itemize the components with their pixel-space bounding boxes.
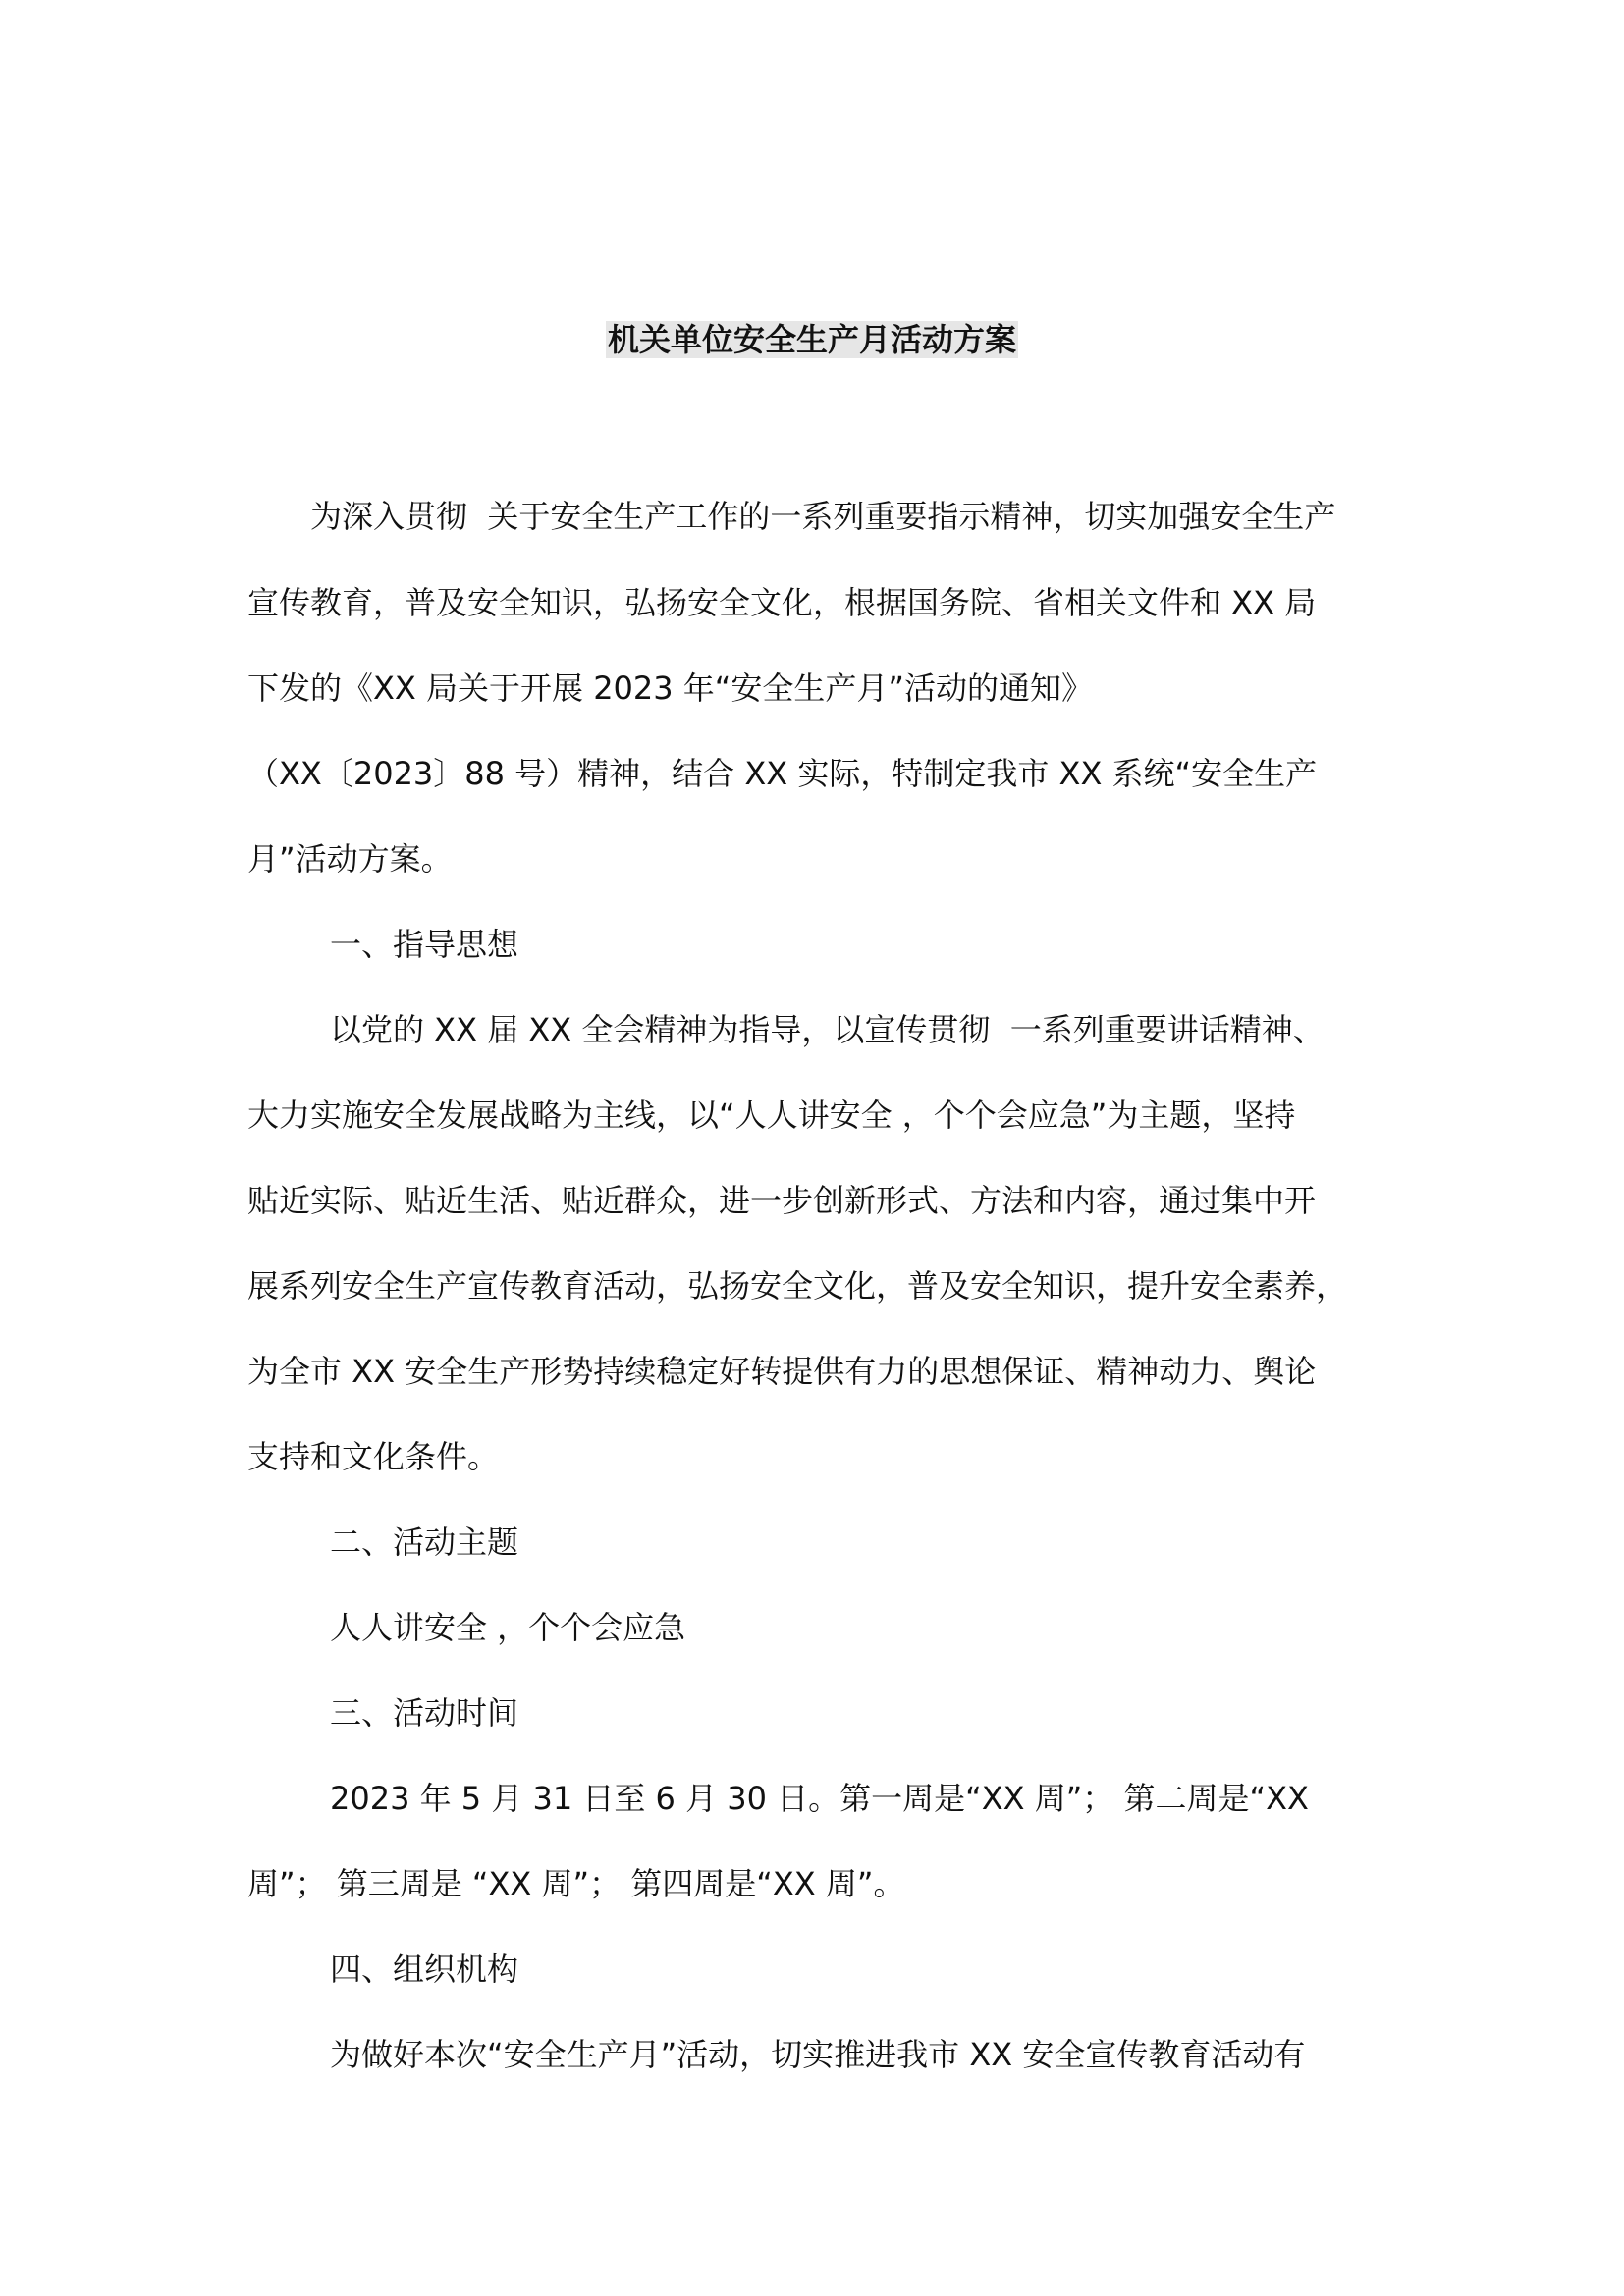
- document-title-text: 机关单位安全生产月活动方案: [607, 321, 1016, 358]
- paragraph-line: 月”活动方案。: [247, 840, 453, 878]
- paragraph-line: 贴近实际、贴近生活、贴近群众，进一步创新形式、方法和内容，通过集中开: [247, 1182, 1317, 1219]
- paragraph-line: 2023 年 5 月 31 日至 6 月 30 日。第一周是“XX 周”； 第二周是“XX: [330, 1780, 1309, 1817]
- paragraph-line: 下发的《XX 局关于开展 2023 年“安全生产月”活动的通知》: [247, 669, 1093, 707]
- paragraph-line: 展系列安全生产宣传教育活动，弘扬安全文化，普及安全知识，提升安全素养，: [247, 1267, 1348, 1305]
- paragraph-line: 大力实施安全发展战略为主线，以“人人讲安全 ，个个会应急”为主题，坚持: [247, 1096, 1296, 1134]
- paragraph-line: （XX〔2023〕88 号）精神，结合 XX 实际，特制定我市 XX 系统“安全生产: [247, 755, 1318, 792]
- section-heading: 三、活动时间: [330, 1694, 519, 1732]
- paragraph-line: 人人讲安全 ，个个会应急: [330, 1609, 686, 1646]
- paragraph-line: 支持和文化条件。: [247, 1438, 500, 1475]
- section-heading: 二、活动主题: [330, 1523, 519, 1561]
- section-heading: 四、组织机构: [330, 1950, 519, 1988]
- document-title: [0, 316, 1624, 363]
- paragraph-line: 为做好本次“安全生产月”活动，切实推进我市 XX 安全宣传教育活动有: [330, 2036, 1306, 2073]
- paragraph-line: 为全市 XX 安全生产形势持续稳定好转提供有力的思想保证、精神动力、舆论: [247, 1353, 1317, 1390]
- paragraph-line: 以党的 XX 届 XX 全会精神为指导，以宣传贯彻 一系列重要讲话精神、: [330, 1011, 1325, 1048]
- paragraph-line: 宣传教育，普及安全知识，弘扬安全文化，根据国务院、省相关文件和 XX 局: [247, 584, 1317, 621]
- paragraph-line: 周”； 第三周是 “XX 周”； 第四周是“XX 周”。: [247, 1865, 905, 1902]
- section-heading: 一、指导思想: [330, 926, 519, 963]
- paragraph-line: 为深入贯彻 关于安全生产工作的一系列重要指示精神，切实加强安全生产: [310, 498, 1336, 535]
